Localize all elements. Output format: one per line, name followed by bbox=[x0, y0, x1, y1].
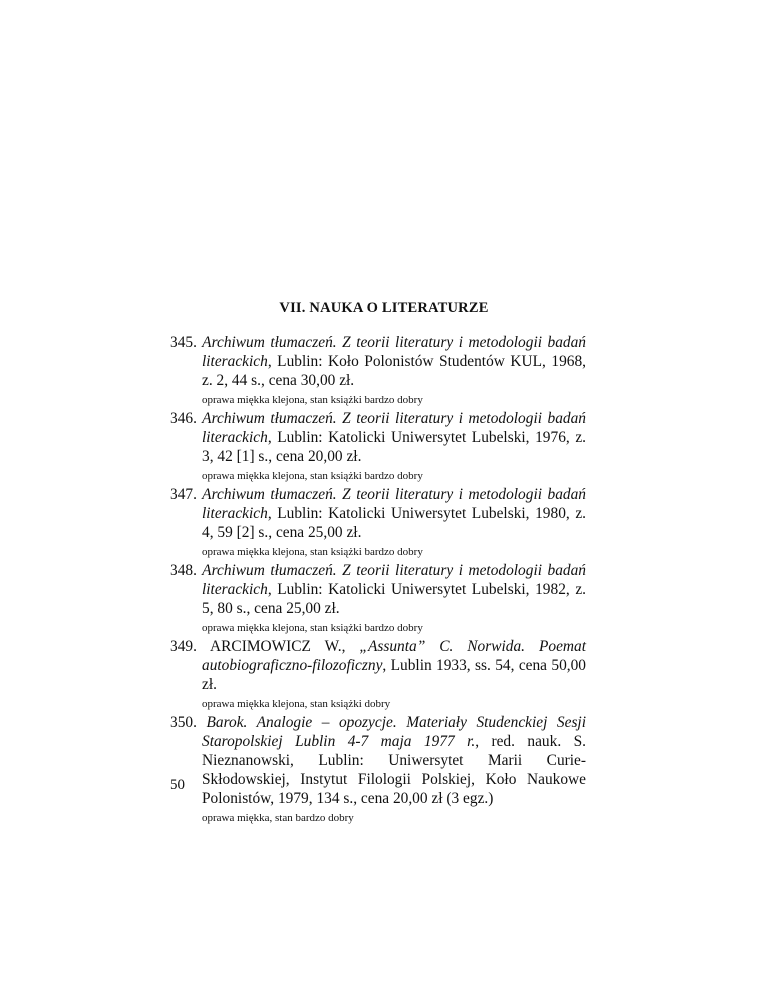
entry-number: 346. bbox=[170, 410, 197, 427]
entry-text bbox=[170, 561, 586, 618]
entry-title: Archiwum tłumaczeń. Z teorii literatury i metodologii badań literackich bbox=[196, 486, 586, 522]
entry-title: Archiwum tłumaczeń. Z teorii literatury i metodologii badań literackich bbox=[196, 334, 586, 370]
entry-text bbox=[170, 485, 586, 542]
entry-title: Barok. Analogie – opozycje. Materiały Studenckiej Sesji Staropolskiej Lublin 4-7 maja 1977 r. bbox=[196, 714, 586, 750]
entry-number: 350. bbox=[170, 714, 197, 731]
section-title: VII. NAUKA O LITERATURZE bbox=[279, 300, 489, 316]
catalog-entry-350 bbox=[170, 713, 586, 825]
entry-details: , Lublin: Katolicki Uniwersytet Lubelski, 1982, z. 5, 80 s., cena 25,00 zł. bbox=[202, 581, 586, 617]
entry-note: oprawa miękka, stan bardzo dobry bbox=[202, 812, 354, 824]
entry-note: oprawa miękka klejona, stan książki bardzo dobry bbox=[202, 394, 423, 406]
entry-title: Archiwum tłumaczeń. Z teorii literatury i metodologii badań literackich bbox=[196, 410, 586, 446]
entry-number: 349. bbox=[170, 638, 197, 655]
catalog-entry-349 bbox=[170, 637, 586, 711]
catalog-entry-346 bbox=[170, 409, 586, 483]
entry-details: , Lublin: Katolicki Uniwersytet Lubelski, 1976, z. 3, 42 [1] s., cena 20,00 zł. bbox=[202, 429, 586, 465]
entry-text bbox=[170, 713, 586, 808]
entry-number: 348. bbox=[170, 562, 197, 579]
entry-text bbox=[170, 333, 586, 390]
entry-author: ARCIMOWICZ W., bbox=[196, 638, 360, 655]
catalog-entry-347 bbox=[170, 485, 586, 559]
entry-note: oprawa miękka klejona, stan książki bardzo dobry bbox=[202, 622, 423, 634]
catalog-entry-345 bbox=[170, 333, 586, 407]
entry-number: 345. bbox=[170, 334, 197, 351]
entry-details: , Lublin: Katolicki Uniwersytet Lubelski, 1980, z. 4, 59 [2] s., cena 25,00 zł. bbox=[202, 505, 586, 541]
entry-title: „Assunta” C. Norwida. Poemat autobiograficzno-filozoficzny bbox=[202, 638, 586, 674]
entry-details: , red. nauk. S. Nieznanowski, Lublin: Uniwersytet Marii Curie-Skłodowskiej, Instytut Filologii Polskiej, Koło Naukowe Polonistów, 1979, 134 s., cena 20,00 zł (3 egz.) bbox=[202, 733, 587, 807]
entry-text bbox=[170, 637, 586, 694]
catalog-entry-348 bbox=[170, 561, 586, 635]
entry-number: 347. bbox=[170, 486, 197, 503]
entry-title: Archiwum tłumaczeń. Z teorii literatury i metodologii badań literackich bbox=[196, 562, 586, 598]
catalog-entries bbox=[170, 333, 586, 827]
entry-details: , Lublin 1933, ss. 54, cena 50,00 zł. bbox=[202, 657, 586, 693]
entry-text bbox=[170, 409, 586, 466]
entry-note: oprawa miękka klejona, stan książki bardzo dobry bbox=[202, 470, 423, 482]
entry-note: oprawa miękka klejona, stan książki bardzo dobry bbox=[202, 546, 423, 558]
entry-note: oprawa miękka klejona, stan książki dobry bbox=[202, 698, 391, 710]
page-number: 50 bbox=[170, 777, 185, 793]
entry-details: , Lublin: Koło Polonistów Studentów KUL, 1968, z. 2, 44 s., cena 30,00 zł. bbox=[202, 353, 586, 389]
